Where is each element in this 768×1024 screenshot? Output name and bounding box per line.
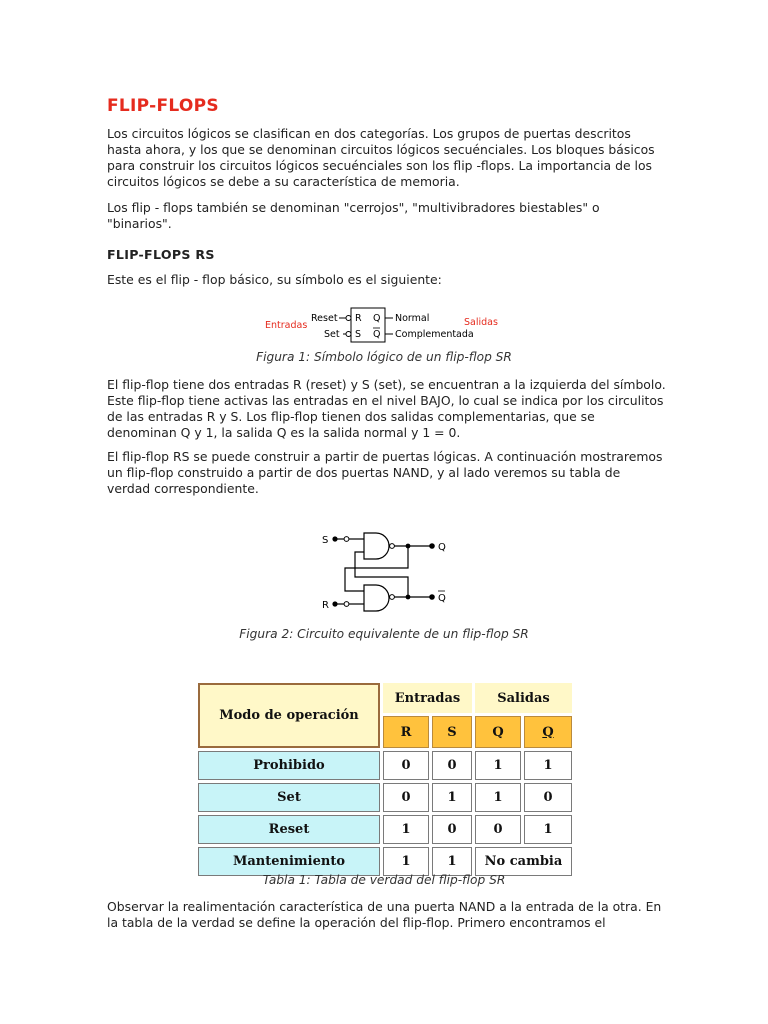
input-s-bubble	[344, 537, 349, 542]
row-r: 0	[383, 783, 429, 812]
explain-paragraph: El flip-flop tiene dos entradas R (reset) y S (set), se encuentran a la izquierda del símbolo. Este flip-flop tiene activas las entradas en el nivel BAJO, lo cual se indica por los circulitos de las entradas R y S. Los flip-flop tienen dos salidas complementarias, que se denominan Q y 1, la salida Q es la salida normal y 1 = 0.	[107, 377, 666, 440]
pin-r: R	[355, 313, 362, 324]
table-row	[198, 815, 572, 844]
entradas-label: Entradas	[265, 320, 308, 331]
reset-label: Reset	[311, 313, 338, 324]
row-modo: Reset	[198, 815, 380, 844]
sub-r: R	[383, 716, 429, 748]
table-caption: Tabla 1: Tabla de verdad del flip-flop SR	[262, 873, 506, 887]
input-s-label: S	[322, 535, 329, 546]
sub-q-bar: Q	[524, 716, 572, 748]
row-q-bar: 1	[524, 815, 572, 844]
intro-paragraph-2: Los flip - flops también se denominan "cerrojos", "multivibradores biestables" o "binarios".	[107, 200, 600, 231]
input-r-bubble	[344, 602, 349, 607]
row-modo: Prohibido	[198, 751, 380, 780]
nand-gate-bottom	[364, 585, 389, 611]
explain-paragraph-2: El flip-flop RS se puede construir a partir de puertas lógicas. A continuación mostraremos un flip-flop construido a partir de dos puertas NAND, y al lado veremos su tabla de verdad correspondiente.	[107, 449, 663, 496]
closing-paragraph: Observar la realimentación característica de una puerta NAND a la entrada de la otra. En la tabla de la verdad se define la operación del flip-flop. Primero encontramos el	[107, 899, 662, 930]
nand-circuit-figure	[318, 528, 458, 618]
row-s: 0	[432, 815, 472, 844]
row-s: 1	[432, 783, 472, 812]
salidas-label: Salidas	[464, 317, 498, 328]
set-inversion-bubble	[346, 332, 351, 337]
table-row	[198, 783, 572, 812]
row-modo: Mantenimiento	[198, 847, 380, 876]
table-header-row	[198, 683, 572, 713]
nand-gate-top	[364, 533, 389, 559]
table-row	[198, 847, 572, 876]
q-output-node	[429, 543, 435, 549]
row-q-bar: 1	[524, 751, 572, 780]
sub-s: S	[432, 716, 472, 748]
reset-inversion-bubble	[346, 316, 351, 321]
row-r: 0	[383, 751, 429, 780]
row-no-cambia: No cambia	[475, 847, 572, 876]
row-s: 1	[432, 847, 472, 876]
pin-s: S	[355, 329, 362, 340]
qbar-output-node	[429, 594, 435, 600]
figure2-caption: Figura 2: Circuito equivalente de un flip-flop SR	[239, 627, 529, 641]
nand-bottom-bubble	[390, 595, 395, 600]
intro-paragraph: Los circuitos lógicos se clasifican en dos categorías. Los grupos de puertas descritos hasta ahora, y los que se denominan circuitos lógicos secuénciales. Los bloques básicos para construir los circuitos lógicos secuénciales son los flip -flops. La importancia de los circuitos lógicos se debe a su característica de memoria.	[107, 126, 655, 189]
figure1-caption: Figura 1: Símbolo lógico de un flip-flop SR	[256, 350, 512, 364]
row-q: 1	[475, 751, 521, 780]
row-r: 1	[383, 815, 429, 844]
row-q: 0	[475, 815, 521, 844]
row-s: 0	[432, 751, 472, 780]
section-heading: FLIP-FLOPS RS	[107, 247, 215, 262]
input-r-label: R	[322, 600, 329, 611]
pin-q: Q	[373, 313, 381, 324]
rs-intro-paragraph: Este es el flip - flop básico, su símbolo es el siguiente:	[107, 272, 442, 287]
header-modo: Modo de operación	[198, 683, 380, 748]
nand-top-bubble	[390, 544, 395, 549]
pin-q-bar: Q	[373, 329, 381, 340]
row-r: 1	[383, 847, 429, 876]
normal-label: Normal	[395, 313, 430, 324]
row-modo: Set	[198, 783, 380, 812]
page-title: FLIP-FLOPS	[107, 96, 219, 116]
header-entradas: Entradas	[383, 683, 472, 713]
set-label: Set	[324, 329, 340, 340]
output-qbar-label: Q	[438, 593, 446, 604]
sub-q: Q	[475, 716, 521, 748]
truth-table	[195, 680, 575, 879]
table-row	[198, 751, 572, 780]
output-q-label: Q	[438, 542, 446, 553]
row-q-bar: 0	[524, 783, 572, 812]
header-salidas: Salidas	[475, 683, 572, 713]
complementada-label: Complementada	[395, 329, 474, 340]
row-q: 1	[475, 783, 521, 812]
sr-symbol-figure	[260, 306, 510, 346]
